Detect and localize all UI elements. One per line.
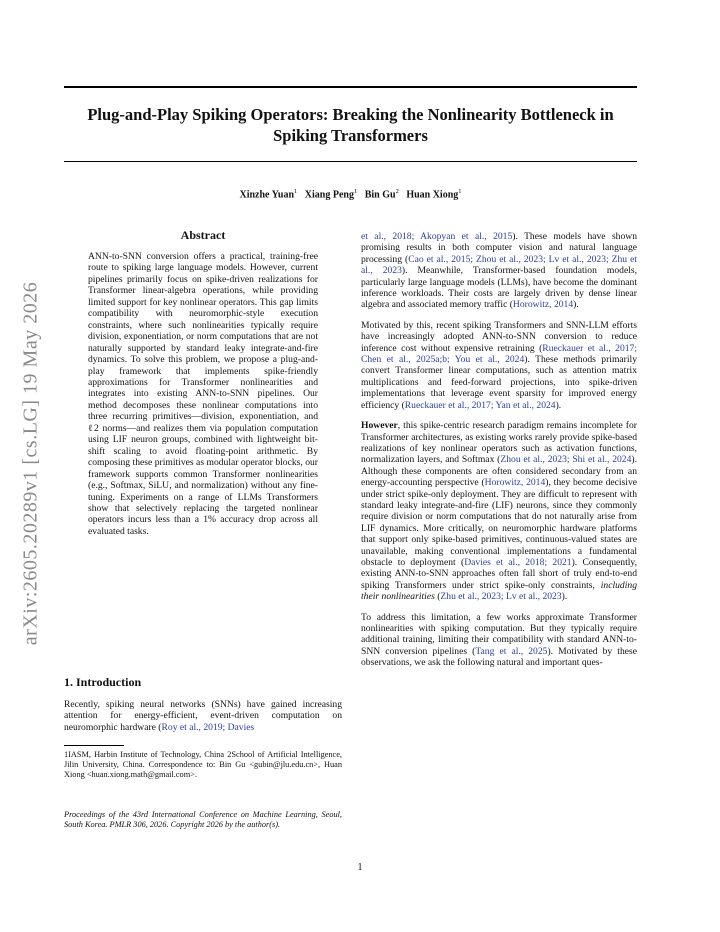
paragraph: Motivated by this, recent spiking Transformers and SNN-LLM efforts have increasingly adopted ANN-to-SNN conversion to reduce inference cost without expensive retraining (Rueckauer et al., 2017; Chen et al., 2025a;b; You et al., 2024). These methods primarily convert Transformer linear computations, such as attention matrix multiplications and feed-forward projections, into spike-driven implementations that leverage event sparsity for improved energy efficiency (Rueckauer et al., 2017; Yan et al., 2024).: [361, 319, 638, 411]
author-name: Huan Xiong: [406, 189, 459, 201]
footnote-rule: [64, 745, 124, 746]
paragraph: et al., 2018; Akopyan et al., 2015). These models have shown promising results in both computer vision and natural language processing (Cao et al., 2015; Zhou et al., 2023; Lv et al., 2023; Zhu et al., 2023). Meanwhile, Transformer-based foundation models, particularly large language models (LLMs), have become the dominant inference workloads. Their costs are largely driven by dense linear algebra and associated memory traffic (Horowitz, 2014).: [361, 231, 637, 311]
citation-link[interactable]: Davies et al., 2018; 2021: [464, 556, 572, 568]
author-name: Xiang Peng: [304, 189, 354, 201]
right-column: [361, 231, 637, 669]
citation-link[interactable]: Zhu et al., 2023; Lv et al., 2023: [440, 591, 562, 603]
citation-link[interactable]: Cao et al., 2015; Zhou et al., 2023; Lv et al., 2023; Zhu et al., 2023: [361, 253, 637, 277]
paragraph: To address this limitation, a few works approximate Transformer nonlinearities with spiking computation. But they typically require additional training, limiting their compatibility with standard ANN-to-SNN conversion pipelines (Tang et al., 2025). Motivated by these observations, we ask the following natural and important ques-: [361, 611, 637, 669]
paragraph: However, this spike-centric research paradigm remains incomplete for Transformer architectures, as existing works rarely provide spike-based realizations of key nonlinear operators such as activation functions, normalization layers, and Softmax (Zhou et al., 2023; Shi et al., 2024). Although these components are often considered secondary from an energy-accounting perspective (Horowitz, 2014), they become decisive under strict spike-only deployment. They are difficult to represent with standard leaky integrate-and-fire (LIF) neurons, since they commonly require division or norm computations that do not naturally arise from LIF dynamics. More critically, on neuromorphic hardware platforms that support only spike-based primitives, continuous-valued states are unavailable, making conventional implementations a fundamental obstacle to deployment (Davies et al., 2018; 2021). Consequently, existing ANN-to-SNN approaches often fall short of truly end-to-end spiking Transformers under strict spike-only constraints, including their nonlinearities (Zhu et al., 2023; Lv et al., 2023).: [361, 420, 638, 603]
citation-link[interactable]: Zhou et al., 2023; Shi et al., 2024: [500, 454, 632, 466]
citation-link[interactable]: Tang et al., 2025: [475, 645, 548, 657]
citation-link[interactable]: Horowitz, 2014: [484, 477, 546, 489]
author-list: Xinzhe Yuan$^1$ Xiang Peng$^1$ Bin Gu$^2$ Huan Xiong$^1$: [239, 188, 462, 201]
citation-link[interactable]: Horowitz, 2014: [512, 299, 574, 311]
title-bottom-rule: [64, 161, 637, 162]
author-name: Xinzhe Yuan: [239, 189, 295, 201]
arxiv-stamp: arXiv:2605.20289v1 [cs.LG] 19 May 2026: [19, 281, 42, 646]
abstract-heading: Abstract: [180, 228, 226, 242]
citation-link[interactable]: et al., 2018; Akopyan et al., 2015: [361, 231, 513, 242]
footnote-affiliations: 1IASM, Harbin Institute of Technology, China 2School of Artificial Intelligence, Jilin University, China. Correspondence to: Bin Gu <gubin@jlu.edu.cn>, Huan Xiong <huan.xiong.math@gmail.com>.: [64, 750, 342, 779]
author-name: Bin Gu: [364, 189, 396, 201]
intro-paragraph: Recently, spiking neural networks (SNNs) have gained increasing attention for energy-efficient, event-driven computation on neuromorphic hardware (Roy et al., 2019; Davies: [64, 699, 342, 733]
citation-link[interactable]: Rueckauer et al., 2017; Yan et al., 2024: [404, 399, 556, 411]
abstract-text: ANN-to-SNN conversion offers a practical, training-free route to spiking large language models. However, current pipelines primarily focus on spike-driven realizations for Transformer linear-algebra operations, while providing limited support for key nonlinear operators. This gap limits compatibility with neuromorphic-style execution constraints, where such nonlinearities typically require division, exponentiation, or norm computations that are not naturally supported by standard leaky integrate-and-fire dynamics. To solve this problem, we propose a plug-and-play framework that implements spike-friendly approximations for Transformer nonlinearities and integrates into existing ANN-to-SNN pipelines. Our method decomposes these nonlinear computations into three recurring primitives—division, exponentiation, and ℓ2 norms—and realizes them via population computation using LIF neuron groups, combined with lightweight bit-shift scaling to avoid floating-point arithmetic. By composing these primitives as modular operator blocks, our framework supports common Transformer nonlinearities (e.g., Softmax, SiLU, and normalization) without any fine-tuning. Experiments on a range of LLMs Transformers show that selectively replacing the targeted nonlinear operators incurs less than a 1% accuracy drop across all evaluated tasks.: [88, 251, 318, 537]
intro-heading: 1. Introduction: [64, 675, 142, 689]
citation-link[interactable]: Rueckauer et al., 2017; Chen et al., 2025a;b; You et al., 2024: [361, 342, 638, 366]
paper-title: Plug-and-Play Spiking Operators: Breaking the Nonlinearity Bottleneck in Spiking Transformers: [87, 105, 614, 145]
citation-link[interactable]: Roy et al., 2019; Davies: [161, 721, 255, 733]
page-number: 1: [357, 862, 363, 873]
top-rule: [64, 86, 637, 88]
footnote-proceedings: Proceedings of the 43rd International Conference on Machine Learning, Seoul, South Korea. PMLR 306, 2026. Copyright 2026 by the author(s).: [64, 810, 342, 829]
